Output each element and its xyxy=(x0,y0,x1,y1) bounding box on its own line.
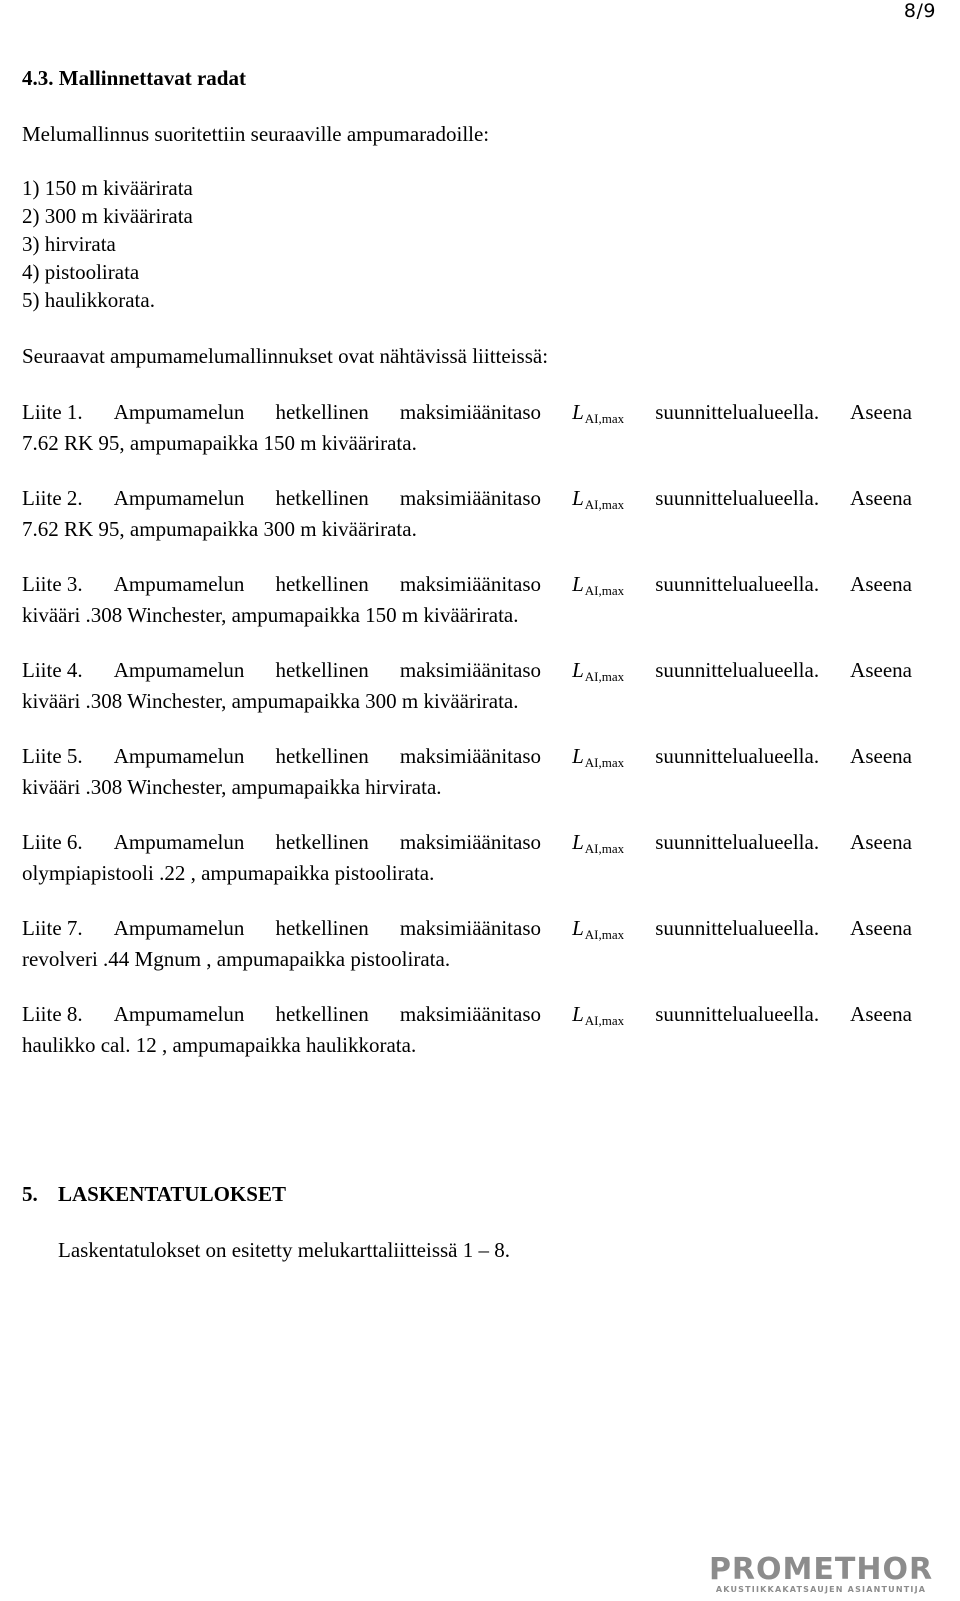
appendix-entry xyxy=(22,570,912,629)
appendix-text-word: Ampumamelun xyxy=(113,658,245,682)
appendix-intro: Seuraavat ampumamelumallinnukset ovat nähtävissä liitteissä: xyxy=(22,344,549,368)
appendix-text-word: Ampumamelun xyxy=(113,744,245,768)
level-symbol-subscript: AI,max xyxy=(584,411,625,426)
appendix-entry xyxy=(22,398,912,457)
appendix-label: Liite 3. xyxy=(22,572,83,596)
appendix-text-word: suunnittelualueella. xyxy=(655,916,820,940)
level-symbol-subscript: AI,max xyxy=(584,841,625,856)
appendix-text-word: Aseena xyxy=(850,744,912,768)
appendix-entry xyxy=(22,828,912,887)
level-symbol-letter: L xyxy=(572,572,584,596)
promethor-logo xyxy=(708,1552,934,1597)
appendix-text-word: Ampumamelun xyxy=(113,572,245,596)
appendix-text-word: hetkellinen xyxy=(275,486,369,510)
appendix-entry xyxy=(22,742,912,801)
appendix-text-word: maksimiäänitaso xyxy=(399,658,541,682)
level-symbol-subscript: AI,max xyxy=(584,497,625,512)
appendix-text-word: Aseena xyxy=(850,400,912,424)
logo-tagline: AKUSTIIKKAKATSAUJEN ASIANTUNTIJA xyxy=(715,1585,927,1594)
appendix-text-word: hetkellinen xyxy=(275,400,369,424)
appendix-line-2: haulikko cal. 12 , ampumapaikka haulikkorata. xyxy=(22,1033,417,1057)
appendix-text-word: suunnittelualueella. xyxy=(655,830,820,854)
list-item: 4) pistoolirata xyxy=(22,260,140,284)
appendix-text-word: maksimiäänitaso xyxy=(399,830,541,854)
appendix-text-word: maksimiäänitaso xyxy=(399,744,541,768)
section-4-3-heading: 4.3. Mallinnettavat radat xyxy=(22,66,246,90)
appendix-entry xyxy=(22,484,912,543)
section-intro: Melumallinnus suoritettiin seuraaville ampumaradoille: xyxy=(22,122,490,146)
level-symbol-letter: L xyxy=(572,1002,584,1026)
appendix-entry xyxy=(22,1000,912,1059)
section-5-heading xyxy=(22,1180,286,1208)
level-symbol xyxy=(572,398,624,429)
level-symbol xyxy=(572,484,624,515)
logo-wordmark: PROMETHOR xyxy=(708,1552,934,1587)
appendix-label: Liite 8. xyxy=(22,1002,83,1026)
list-item: 5) haulikkorata. xyxy=(22,288,155,312)
appendix-entry xyxy=(22,656,912,715)
appendix-line-2: 7.62 RK 95, ampumapaikka 150 m kiväärirata. xyxy=(22,431,417,455)
section-5-number: 5. xyxy=(22,1182,38,1206)
list-item: 3) hirvirata xyxy=(22,232,116,256)
appendix-text-word: Ampumamelun xyxy=(113,400,245,424)
appendix-label: Liite 7. xyxy=(22,916,83,940)
appendix-text-word: Aseena xyxy=(850,916,912,940)
level-symbol-subscript: AI,max xyxy=(584,583,625,598)
appendix-line-2: kivääri .308 Winchester, ampumapaikka 150 m kiväärirata. xyxy=(22,603,519,627)
section-5-title: LASKENTATULOKSET xyxy=(58,1182,286,1206)
range-list xyxy=(22,174,912,314)
appendix-line-2: kivääri .308 Winchester, ampumapaikka 300 m kiväärirata. xyxy=(22,689,519,713)
appendix-label: Liite 5. xyxy=(22,744,83,768)
level-symbol-letter: L xyxy=(572,400,584,424)
appendix-line-1 xyxy=(22,570,912,601)
appendix-text-word: hetkellinen xyxy=(275,916,369,940)
appendix-text-word: hetkellinen xyxy=(275,572,369,596)
appendix-text-word: Ampumamelun xyxy=(113,1002,245,1026)
appendix-line-2: kivääri .308 Winchester, ampumapaikka hirvirata. xyxy=(22,775,442,799)
list-item: 1) 150 m kiväärirata xyxy=(22,176,193,200)
appendix-text-word: Aseena xyxy=(850,658,912,682)
appendix-label: Liite 4. xyxy=(22,658,83,682)
level-symbol-subscript: AI,max xyxy=(584,755,625,770)
appendix-text-word: maksimiäänitaso xyxy=(399,916,541,940)
appendix-line-1 xyxy=(22,484,912,515)
appendix-label: Liite 1. xyxy=(22,400,83,424)
appendix-text-word: suunnittelualueella. xyxy=(655,1002,820,1026)
level-symbol xyxy=(572,914,624,945)
level-symbol-letter: L xyxy=(572,830,584,854)
appendix-text-word: hetkellinen xyxy=(275,830,369,854)
appendix-label: Liite 2. xyxy=(22,486,83,510)
appendix-text-word: suunnittelualueella. xyxy=(655,658,820,682)
appendix-line-1 xyxy=(22,656,912,687)
appendix-line-1 xyxy=(22,914,912,945)
level-symbol-subscript: AI,max xyxy=(584,669,625,684)
level-symbol-subscript: AI,max xyxy=(584,927,625,942)
level-symbol-letter: L xyxy=(572,916,584,940)
page-number: 8/9 xyxy=(903,0,936,22)
level-symbol xyxy=(572,570,624,601)
appendix-text-word: Aseena xyxy=(850,572,912,596)
appendix-line-1 xyxy=(22,828,912,859)
level-symbol-subscript: AI,max xyxy=(584,1013,625,1028)
level-symbol xyxy=(572,656,624,687)
appendix-label: Liite 6. xyxy=(22,830,83,854)
appendix-text-word: suunnittelualueella. xyxy=(655,744,820,768)
appendix-text-word: Ampumamelun xyxy=(113,486,245,510)
appendix-line-2: olympiapistooli .22 , ampumapaikka pistoolirata. xyxy=(22,861,435,885)
main-content xyxy=(22,64,912,1262)
level-symbol-letter: L xyxy=(572,744,584,768)
appendix-text-word: Ampumamelun xyxy=(113,916,245,940)
appendix-text-word: Aseena xyxy=(850,1002,912,1026)
level-symbol-letter: L xyxy=(572,658,584,682)
list-item: 2) 300 m kiväärirata xyxy=(22,204,193,228)
appendix-line-2: 7.62 RK 95, ampumapaikka 300 m kiväärirata. xyxy=(22,517,417,541)
appendix-text-word: hetkellinen xyxy=(275,1002,369,1026)
appendix-text-word: Aseena xyxy=(850,486,912,510)
appendix-text-word: suunnittelualueella. xyxy=(655,572,820,596)
appendix-text-word: maksimiäänitaso xyxy=(399,1002,541,1026)
appendix-text-word: Ampumamelun xyxy=(113,830,245,854)
appendix-text-word: suunnittelualueella. xyxy=(655,486,820,510)
appendix-line-1 xyxy=(22,742,912,773)
appendix-text-word: maksimiäänitaso xyxy=(399,572,541,596)
section-5-text: Laskentatulokset on esitetty melukarttaliitteissä 1 – 8. xyxy=(58,1238,510,1262)
appendix-text-word: suunnittelualueella. xyxy=(655,400,820,424)
appendix-text-word: maksimiäänitaso xyxy=(399,400,541,424)
appendix-line-1 xyxy=(22,1000,912,1031)
appendix-list xyxy=(22,398,912,1059)
level-symbol-letter: L xyxy=(572,486,584,510)
appendix-entry xyxy=(22,914,912,973)
appendix-text-word: maksimiäänitaso xyxy=(399,486,541,510)
level-symbol xyxy=(572,742,624,773)
appendix-line-2: revolveri .44 Mgnum , ampumapaikka pistoolirata. xyxy=(22,947,451,971)
level-symbol xyxy=(572,828,624,859)
appendix-text-word: hetkellinen xyxy=(275,744,369,768)
appendix-text-word: Aseena xyxy=(850,830,912,854)
appendix-text-word: hetkellinen xyxy=(275,658,369,682)
level-symbol xyxy=(572,1000,624,1031)
appendix-line-1 xyxy=(22,398,912,429)
